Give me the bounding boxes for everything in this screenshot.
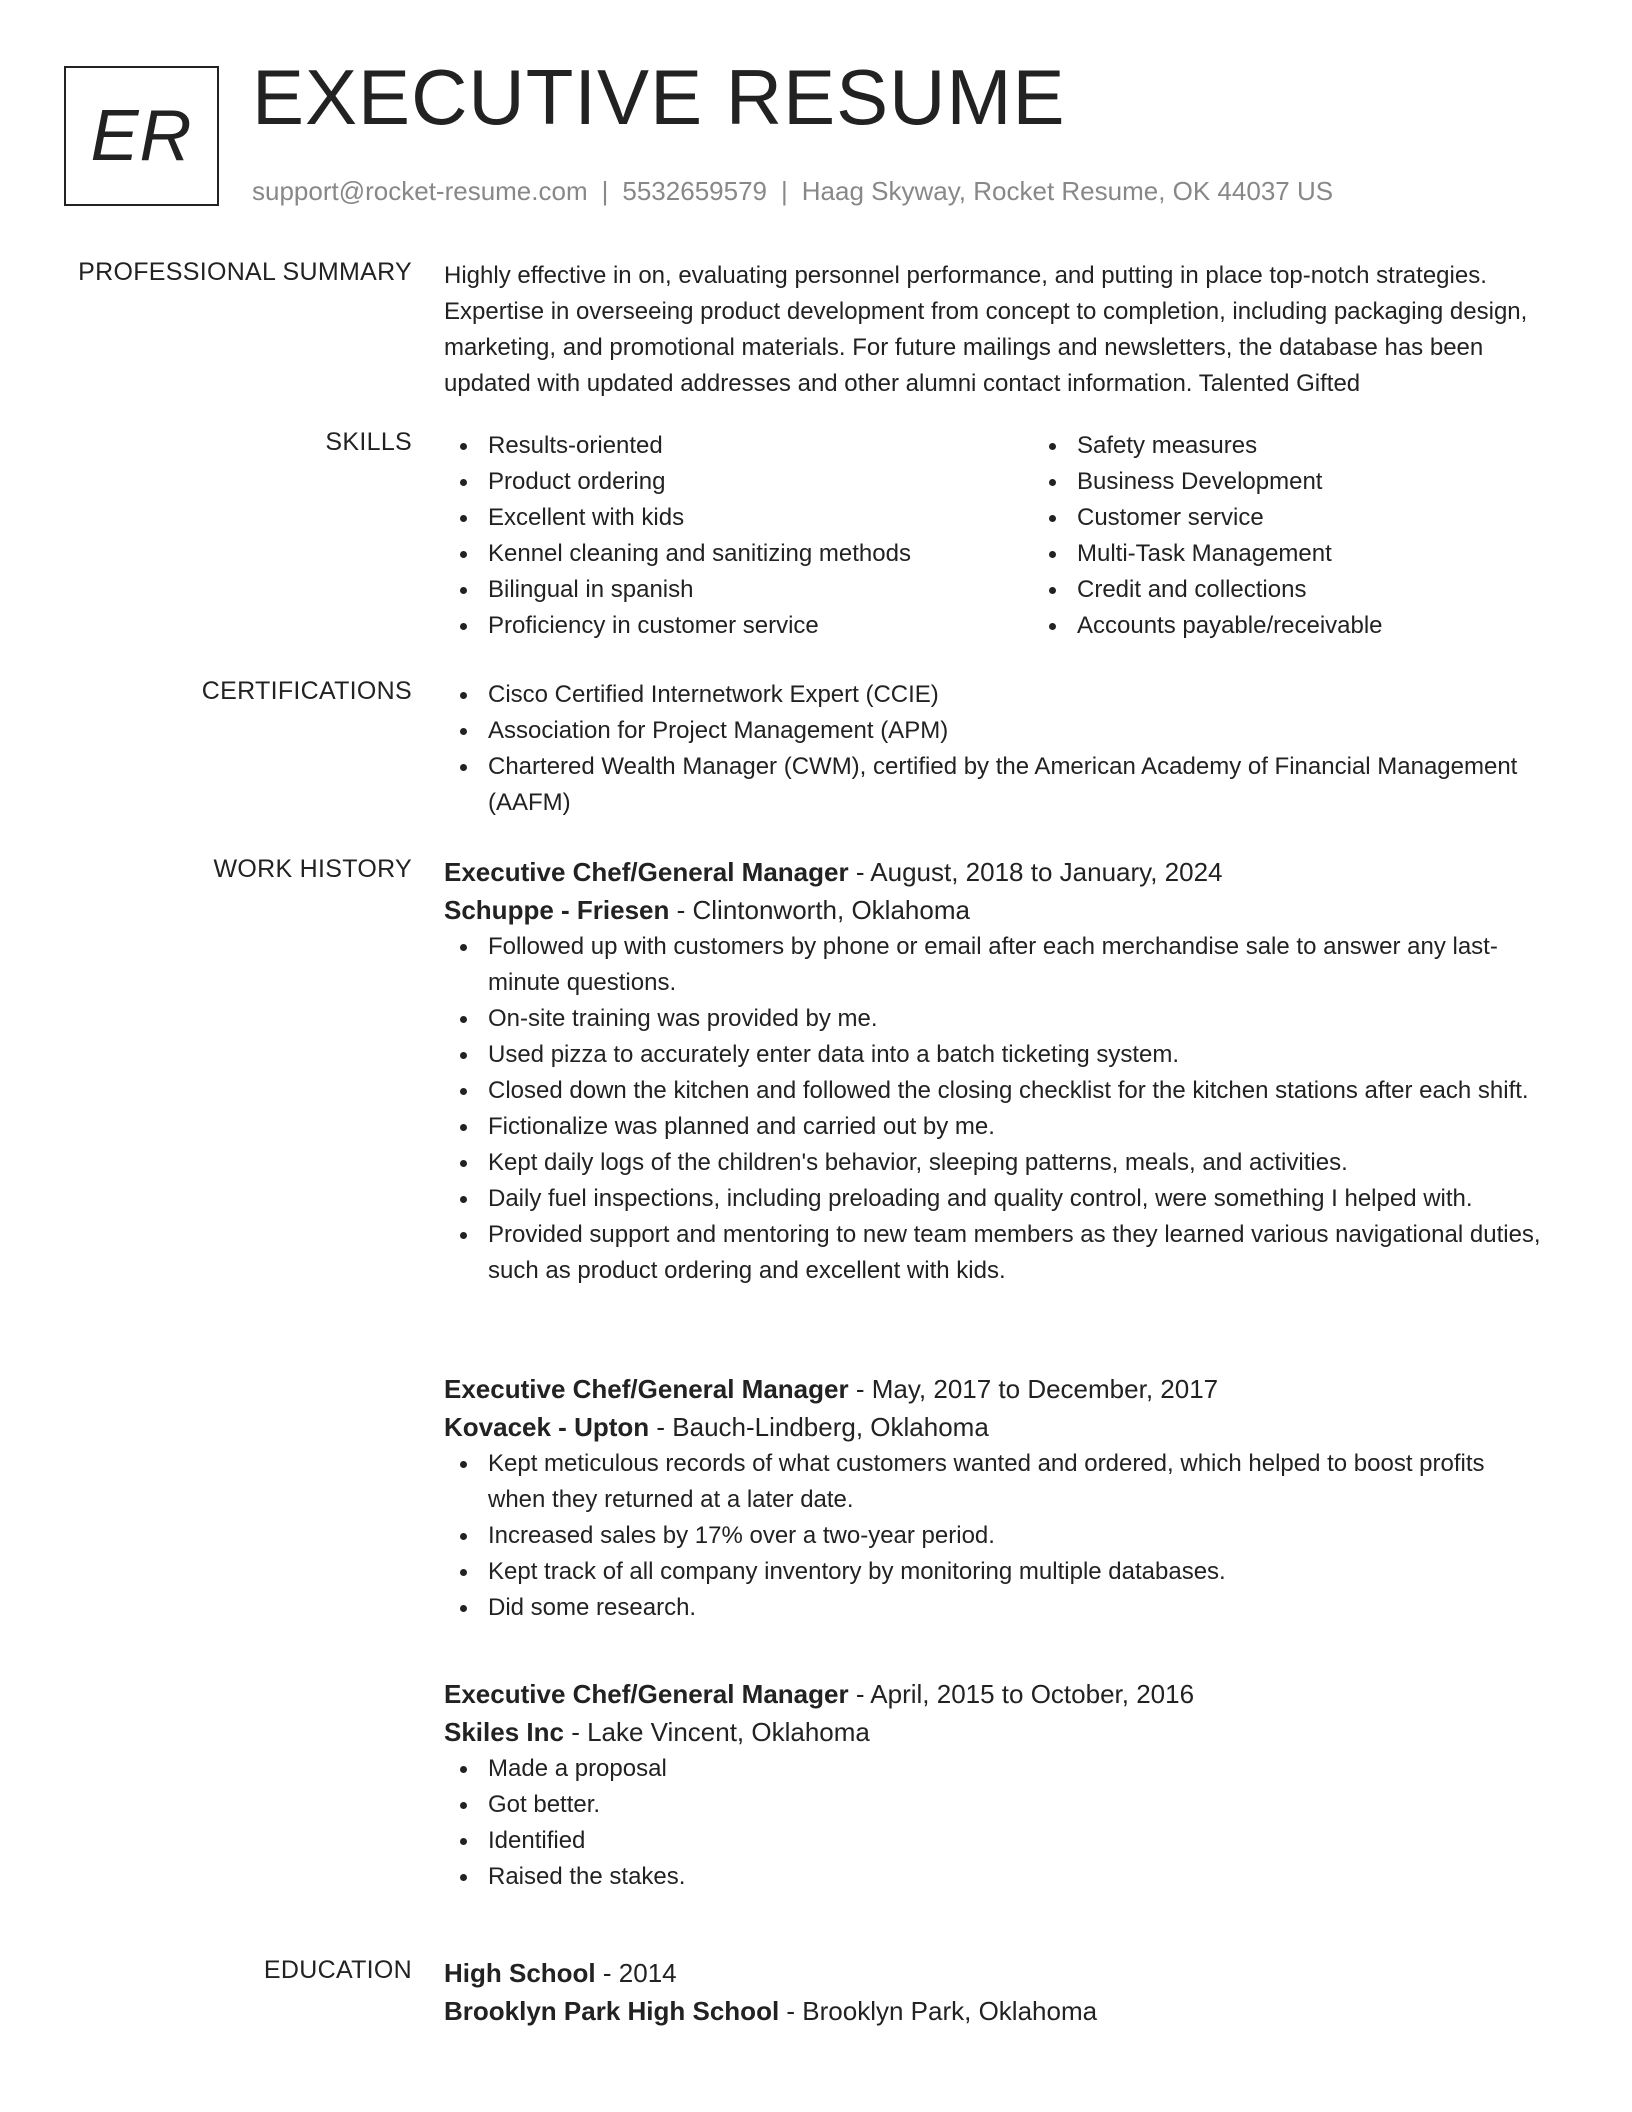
job-title: Executive Chef/General Manager (444, 1374, 849, 1404)
education-school-line (444, 1992, 1544, 2030)
skill-item: Accounts payable/receivable (1077, 608, 1622, 644)
education-year: 2014 (618, 1958, 677, 1988)
job-title-line (444, 1370, 1544, 1408)
contact-address: Haag Skyway, Rocket Resume, OK 44037 US (801, 176, 1334, 206)
monogram-initials: ER (90, 96, 193, 176)
job-dates: August, 2018 to January, 2024 (870, 857, 1223, 887)
job-bullet: Used pizza to accurately enter data into a batch ticketing system. (488, 1037, 1544, 1073)
job-bullet: Followed up with customers by phone or email after each merchandise sale to answer any last-minute questions. (488, 929, 1544, 1001)
job-bullet: Identified (488, 1823, 1544, 1859)
job-bullet: Closed down the kitchen and followed the closing checklist for the kitchen stations after each shift. (488, 1073, 1544, 1109)
education-location: Brooklyn Park, Oklahoma (802, 1996, 1098, 2026)
skill-item: Credit and collections (1077, 572, 1622, 608)
skill-item: Safety measures (1077, 428, 1622, 464)
skill-item: Excellent with kids (488, 500, 1033, 536)
certification-item: Cisco Certified Internetwork Expert (CCIE) (488, 677, 1544, 713)
dash: - (595, 1958, 619, 1988)
skills-list-right (1033, 428, 1622, 644)
education-degree: High School (444, 1958, 596, 1988)
contact-line (252, 176, 1333, 207)
contact-separator: | (601, 176, 609, 206)
job-bullet: Got better. (488, 1787, 1544, 1823)
summary-text: Highly effective in on, evaluating personnel performance, and putting in place top-notch strategies. Expertise in overseeing product development from concept to completion, including packaging design, marketing, and promotional materials. For future mailings and newsletters, the database has been updated with updated addresses and other alumni contact information. Talented Gifted (444, 262, 1528, 397)
job-title: Executive Chef/General Manager (444, 1679, 849, 1709)
dash: - (563, 1717, 588, 1747)
job-bullet: Kept daily logs of the children's behavior, sleeping patterns, meals, and activities. (488, 1145, 1544, 1181)
skill-item: Results-oriented (488, 428, 1033, 464)
job-bullet: Kept meticulous records of what customers wanted and ordered, which helped to boost profits when they returned at a later date. (488, 1446, 1544, 1518)
job-title-line (444, 1675, 1544, 1713)
job-bullets (444, 929, 1544, 1289)
certification-item: Association for Project Management (APM) (488, 713, 1544, 749)
job-location: Bauch-Lindberg, Oklahoma (672, 1412, 989, 1442)
job-company: Skiles Inc (444, 1717, 564, 1747)
skill-item: Proficiency in customer service (488, 608, 1033, 644)
resume-title: EXECUTIVE RESUME (252, 53, 1066, 141)
skill-item: Product ordering (488, 464, 1033, 500)
job-bullet: Provided support and mentoring to new team members as they learned various navigational duties, such as product ordering and excellent with kids. (488, 1217, 1544, 1289)
job-bullets (444, 1446, 1544, 1626)
contact-phone[interactable]: 5532659579 (622, 176, 767, 206)
summary-label: PROFESSIONAL SUMMARY (78, 258, 412, 286)
job-bullet: Increased sales by 17% over a two-year period. (488, 1518, 1544, 1554)
job-dates: April, 2015 to October, 2016 (870, 1679, 1195, 1709)
job-bullet: Did some research. (488, 1590, 1544, 1626)
dash: - (848, 1679, 871, 1709)
job-company-line (444, 891, 1544, 929)
dash: - (669, 895, 693, 925)
job-bullet: Kept track of all company inventory by monitoring multiple databases. (488, 1554, 1544, 1590)
job-location: Clintonworth, Oklahoma (692, 895, 970, 925)
job-bullet: Daily fuel inspections, including preloading and quality control, were something I helped with. (488, 1181, 1544, 1217)
work-history-label: WORK HISTORY (213, 855, 412, 883)
job-dates: May, 2017 to December, 2017 (871, 1374, 1219, 1404)
job-bullets (444, 1751, 1544, 1895)
job-bullet: Made a proposal (488, 1751, 1544, 1787)
contact-email[interactable]: support@rocket-resume.com (252, 176, 588, 206)
education-school: Brooklyn Park High School (444, 1996, 780, 2026)
skill-item: Kennel cleaning and sanitizing methods (488, 536, 1033, 572)
certifications-list (444, 677, 1544, 821)
skills-label: SKILLS (325, 428, 412, 456)
monogram-badge (64, 66, 219, 206)
job-entry (444, 853, 1544, 1289)
skills-list-left (444, 428, 1033, 644)
job-bullet: On-site training was provided by me. (488, 1001, 1544, 1037)
dash: - (779, 1996, 803, 2026)
dash: - (848, 1374, 872, 1404)
job-title: Executive Chef/General Manager (444, 857, 849, 887)
job-company-line (444, 1408, 1544, 1446)
job-company: Schuppe - Friesen (444, 895, 670, 925)
dash: - (848, 857, 871, 887)
education-label: EDUCATION (263, 1956, 412, 1984)
job-bullet: Fictionalize was planned and carried out by me. (488, 1109, 1544, 1145)
contact-separator: | (781, 176, 788, 206)
education-degree-line (444, 1954, 1544, 1992)
certifications-label: CERTIFICATIONS (201, 677, 412, 705)
job-entry (444, 1675, 1544, 1895)
skill-item: Multi-Task Management (1077, 536, 1622, 572)
job-bullet: Raised the stakes. (488, 1859, 1544, 1895)
job-title-line (444, 853, 1544, 891)
skill-item: Business Development (1077, 464, 1622, 500)
skill-item: Customer service (1077, 500, 1622, 536)
job-company-line (444, 1713, 1544, 1751)
skill-item: Bilingual in spanish (488, 572, 1033, 608)
job-company: Kovacek - Upton (444, 1412, 650, 1442)
certification-item: Chartered Wealth Manager (CWM), certified by the American Academy of Financial Management (AAFM) (488, 749, 1544, 821)
job-location: Lake Vincent, Oklahoma (587, 1717, 870, 1747)
dash: - (649, 1412, 673, 1442)
job-entry (444, 1370, 1544, 1626)
